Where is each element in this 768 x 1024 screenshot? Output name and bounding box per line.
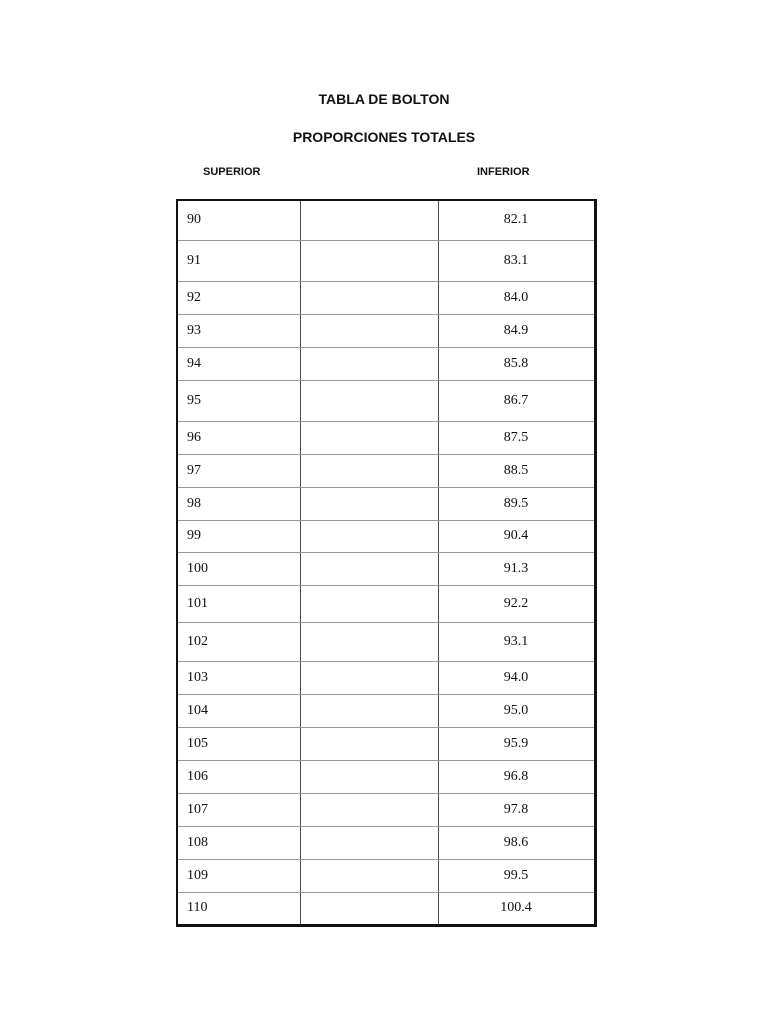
superior-value: 95 xyxy=(177,380,300,421)
inferior-value: 99.5 xyxy=(438,859,595,892)
inferior-value: 95.9 xyxy=(438,727,595,760)
inferior-value: 89.5 xyxy=(438,487,595,520)
inferior-value: 84.0 xyxy=(438,281,595,314)
blank-cell xyxy=(300,347,438,380)
blank-cell xyxy=(300,826,438,859)
inferior-value: 90.4 xyxy=(438,520,595,552)
blank-cell xyxy=(300,760,438,793)
inferior-value: 97.8 xyxy=(438,793,595,826)
superior-value: 100 xyxy=(177,552,300,585)
blank-cell xyxy=(300,380,438,421)
superior-value: 105 xyxy=(177,727,300,760)
table-row xyxy=(177,454,595,487)
blank-cell xyxy=(300,622,438,661)
superior-value: 97 xyxy=(177,454,300,487)
inferior-value: 85.8 xyxy=(438,347,595,380)
inferior-value: 91.3 xyxy=(438,552,595,585)
inferior-value: 100.4 xyxy=(438,892,595,925)
inferior-value: 98.6 xyxy=(438,826,595,859)
page-subtitle: PROPORCIONES TOTALES xyxy=(292,129,476,145)
table-row xyxy=(177,314,595,347)
blank-cell xyxy=(300,661,438,694)
bolton-table xyxy=(176,199,597,927)
blank-cell xyxy=(300,520,438,552)
superior-value: 103 xyxy=(177,661,300,694)
blank-cell xyxy=(300,454,438,487)
inferior-value: 84.9 xyxy=(438,314,595,347)
inferior-value: 96.8 xyxy=(438,760,595,793)
inferior-value: 95.0 xyxy=(438,694,595,727)
superior-value: 98 xyxy=(177,487,300,520)
blank-cell xyxy=(300,727,438,760)
inferior-value: 83.1 xyxy=(438,240,595,281)
superior-value: 109 xyxy=(177,859,300,892)
superior-value: 94 xyxy=(177,347,300,380)
table-row xyxy=(177,892,595,925)
table-row xyxy=(177,487,595,520)
table-row xyxy=(177,552,595,585)
blank-cell xyxy=(300,892,438,925)
superior-value: 102 xyxy=(177,622,300,661)
table-row xyxy=(177,793,595,826)
superior-value: 90 xyxy=(177,200,300,240)
superior-value: 101 xyxy=(177,585,300,622)
table-row xyxy=(177,520,595,552)
superior-value: 91 xyxy=(177,240,300,281)
blank-cell xyxy=(300,585,438,622)
inferior-value: 88.5 xyxy=(438,454,595,487)
blank-cell xyxy=(300,793,438,826)
inferior-value: 86.7 xyxy=(438,380,595,421)
superior-value: 96 xyxy=(177,421,300,454)
bolton-table-body xyxy=(177,200,595,925)
superior-value: 107 xyxy=(177,793,300,826)
table-row xyxy=(177,694,595,727)
table-row xyxy=(177,200,595,240)
blank-cell xyxy=(300,859,438,892)
inferior-value: 92.2 xyxy=(438,585,595,622)
table-row xyxy=(177,727,595,760)
inferior-value: 94.0 xyxy=(438,661,595,694)
table-row xyxy=(177,760,595,793)
page-title: TABLA DE BOLTON xyxy=(318,91,450,107)
superior-value: 110 xyxy=(177,892,300,925)
blank-cell xyxy=(300,552,438,585)
superior-value: 106 xyxy=(177,760,300,793)
table-row xyxy=(177,826,595,859)
superior-value: 104 xyxy=(177,694,300,727)
table-row xyxy=(177,421,595,454)
blank-cell xyxy=(300,240,438,281)
blank-cell xyxy=(300,487,438,520)
superior-value: 93 xyxy=(177,314,300,347)
blank-cell xyxy=(300,314,438,347)
table-row xyxy=(177,240,595,281)
inferior-value: 87.5 xyxy=(438,421,595,454)
table-row xyxy=(177,281,595,314)
blank-cell xyxy=(300,281,438,314)
superior-value: 99 xyxy=(177,520,300,552)
inferior-column-header: INFERIOR xyxy=(477,166,530,178)
blank-cell xyxy=(300,694,438,727)
table-row xyxy=(177,585,595,622)
table-row xyxy=(177,347,595,380)
table-row xyxy=(177,622,595,661)
superior-value: 108 xyxy=(177,826,300,859)
superior-value: 92 xyxy=(177,281,300,314)
superior-column-header: SUPERIOR xyxy=(203,166,261,178)
blank-cell xyxy=(300,200,438,240)
table-row xyxy=(177,661,595,694)
table-row xyxy=(177,380,595,421)
inferior-value: 82.1 xyxy=(438,200,595,240)
inferior-value: 93.1 xyxy=(438,622,595,661)
table-row xyxy=(177,859,595,892)
blank-cell xyxy=(300,421,438,454)
